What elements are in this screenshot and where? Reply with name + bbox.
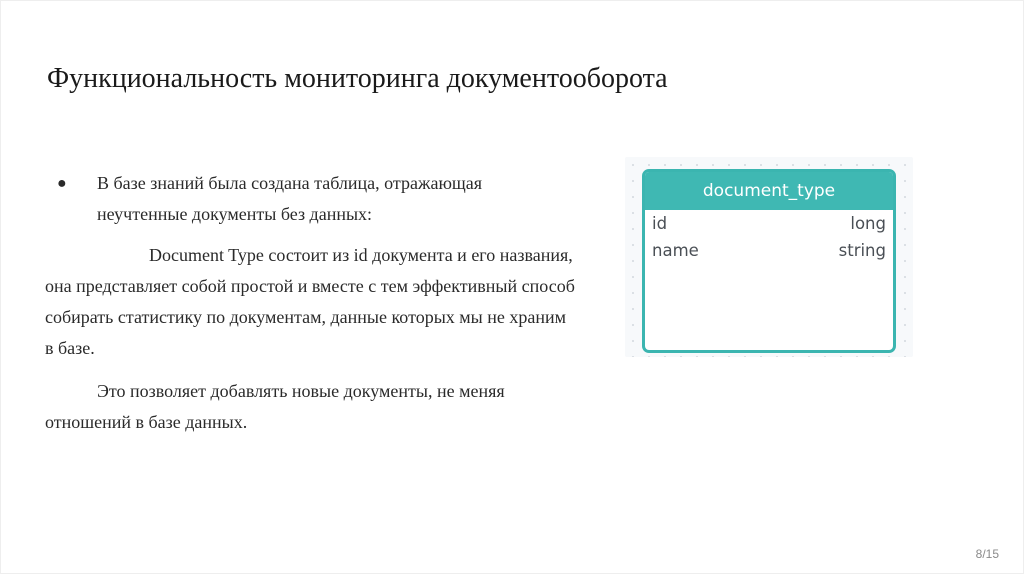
paragraph-document-type: Document Type состоит из id документа и его названия, она представляет собой простой и вместе с тем эффективный способ собирать статистику по документам, данные которых мы не храним в базе.: [45, 245, 575, 358]
field-type: long: [850, 214, 886, 233]
field-name: name: [652, 241, 699, 260]
field-name: id: [652, 214, 668, 233]
field-type: string: [838, 241, 886, 260]
slide-title: Функциональность мониторинга документооборота: [47, 63, 668, 94]
bullet-item: [45, 168, 575, 230]
entity-field-row: [645, 237, 893, 264]
diagram-canvas: [625, 157, 913, 357]
bullet-marker: ●: [57, 175, 67, 192]
entity-header: document_type: [645, 172, 893, 210]
page-number: 8/15: [975, 547, 999, 561]
slide-body: [45, 168, 575, 438]
paragraph-add-documents: Это позволяет добавлять новые документы, не меняя отношений в базе данных.: [45, 381, 505, 432]
bullet-text: В базе знаний была создана таблица, отражающая неучтенные документы без данных:: [97, 173, 483, 224]
entity-field-row: [645, 210, 893, 237]
entity-document-type: [642, 169, 896, 353]
